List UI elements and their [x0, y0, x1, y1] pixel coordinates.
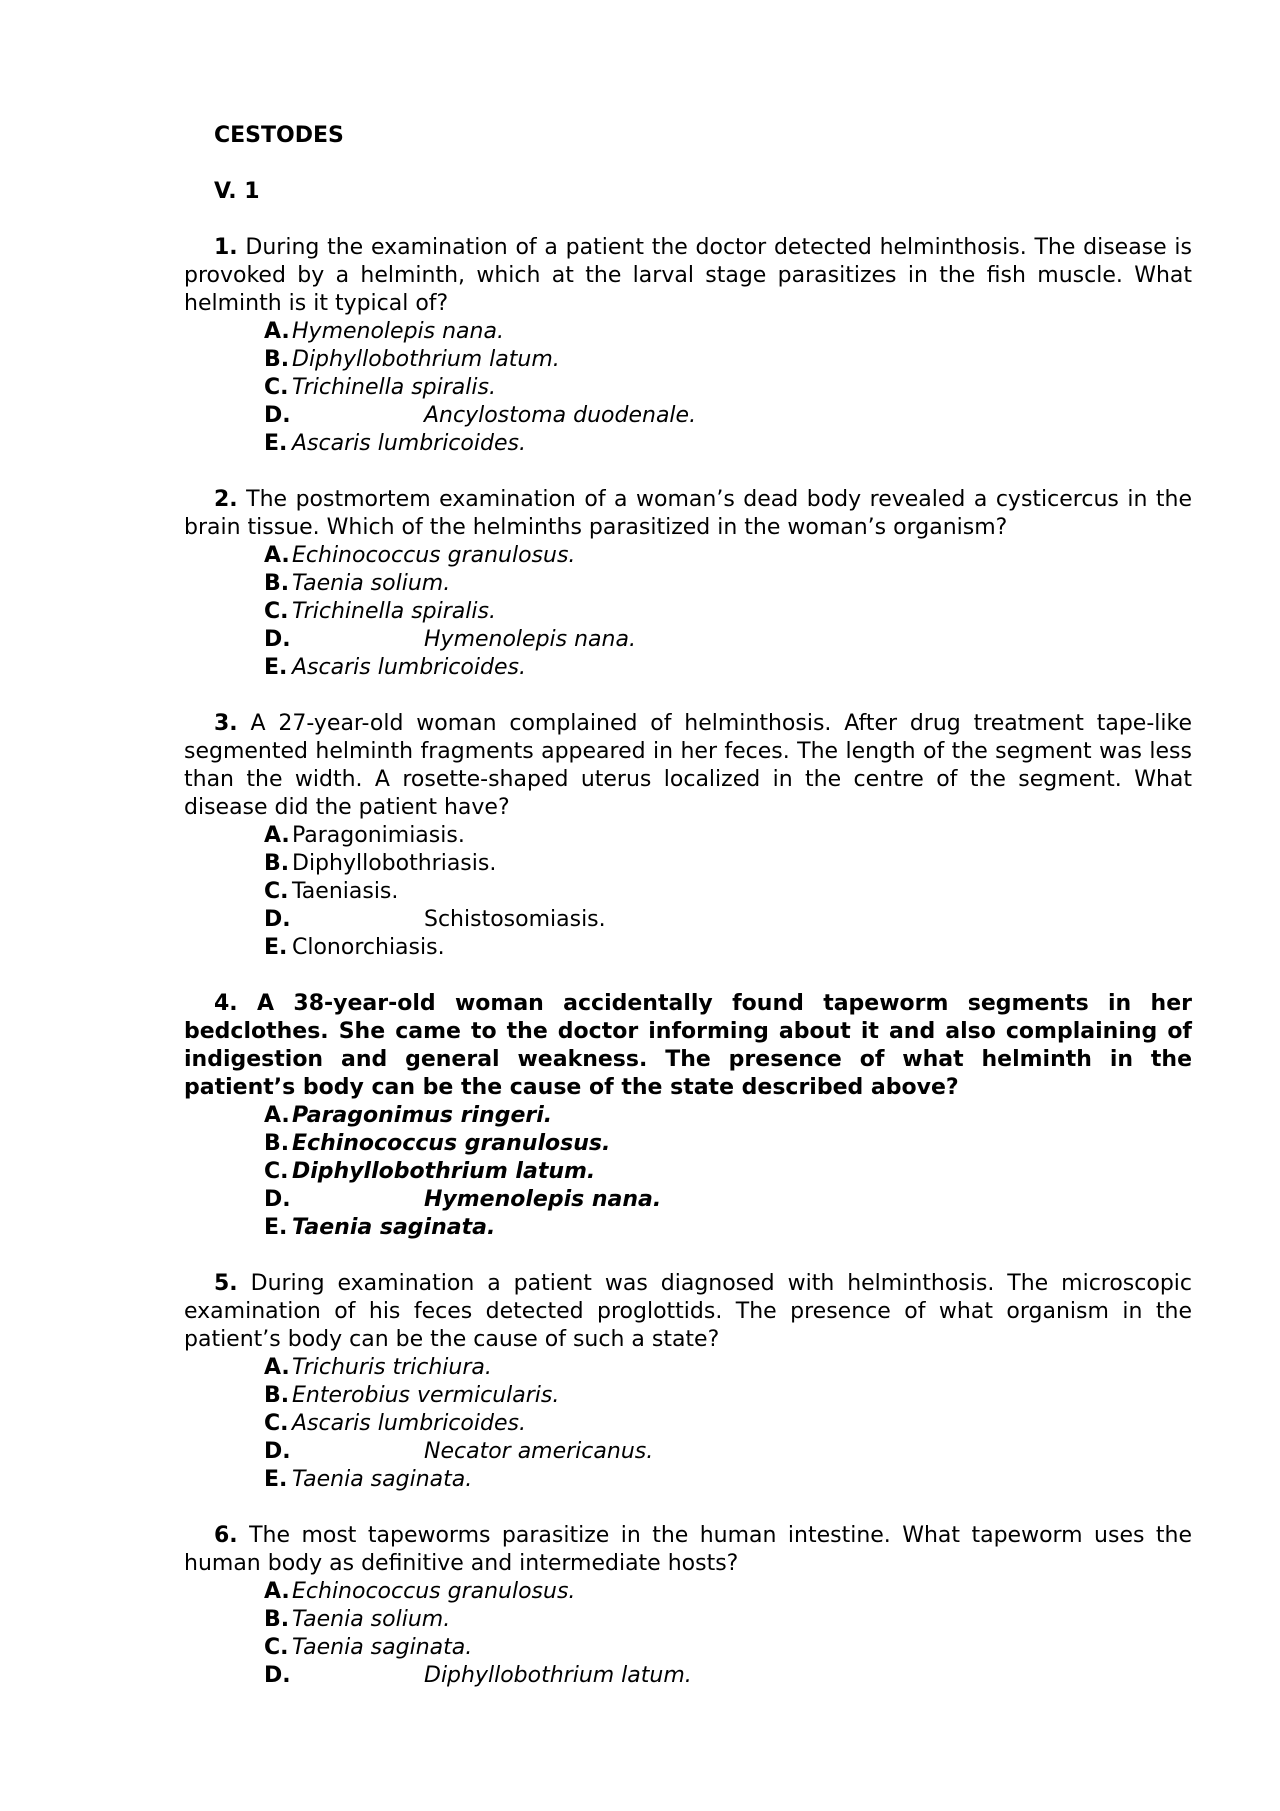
option-e[interactable]	[264, 430, 1192, 458]
question-stem	[184, 710, 1192, 822]
option-c[interactable]	[264, 1634, 1192, 1662]
option-text: Echinococcus granulosus.	[292, 543, 576, 568]
option-text: Echinococcus granulosus.	[292, 1131, 611, 1156]
option-text: Taenia saginata.	[292, 1635, 473, 1660]
answer-options	[184, 542, 1192, 682]
option-letter: E.	[264, 1467, 288, 1492]
option-a[interactable]	[264, 1354, 1192, 1382]
option-letter: C.	[264, 1635, 289, 1660]
question-1	[184, 234, 1192, 458]
option-letter: C.	[264, 879, 289, 904]
question-stem	[184, 990, 1192, 1102]
question-stem	[184, 486, 1192, 542]
option-b[interactable]	[264, 346, 1192, 374]
option-text: Enterobius vermicularis.	[292, 1383, 560, 1408]
option-letter: E.	[264, 655, 288, 680]
option-letter: D.	[264, 1663, 291, 1688]
option-letter: C.	[264, 375, 289, 400]
answer-options	[184, 822, 1192, 962]
question-number: 4.	[214, 991, 238, 1016]
option-text: Hymenolepis nana.	[292, 319, 504, 344]
option-letter: D.	[264, 1439, 291, 1464]
option-c[interactable]	[264, 374, 1192, 402]
question-number: 3.	[214, 711, 238, 736]
option-text: Hymenolepis nana.	[424, 1187, 662, 1212]
option-text: Trichinella spiralis.	[292, 599, 496, 624]
option-text: Diphyllobothrium latum.	[424, 1663, 692, 1688]
document-body	[184, 122, 1192, 1718]
option-a[interactable]	[264, 542, 1192, 570]
option-letter: C.	[264, 1159, 289, 1184]
option-letter: C.	[264, 599, 289, 624]
option-d[interactable]	[264, 626, 1192, 654]
question-stem	[184, 1522, 1192, 1578]
option-letter: B.	[264, 1131, 290, 1156]
option-text: Ancylostoma duodenale.	[424, 403, 697, 428]
question-text: The postmortem examination of a woman’s dead body revealed a cysticercus in the brain tissue. Which of the helminths parasitized in the woman’s organism?	[184, 487, 1192, 540]
question-number: 1.	[214, 235, 238, 260]
option-text: Taenia solium.	[292, 1607, 451, 1632]
option-c[interactable]	[264, 1158, 1192, 1186]
option-text: Diphyllobothrium latum.	[292, 347, 560, 372]
option-letter: B.	[264, 347, 290, 372]
option-text: Taenia solium.	[292, 571, 451, 596]
option-text: Schistosomiasis.	[424, 907, 606, 932]
option-e[interactable]	[264, 654, 1192, 682]
answer-options	[184, 1354, 1192, 1494]
option-text: Paragonimus ringeri.	[292, 1103, 553, 1128]
option-text: Taenia saginata.	[292, 1467, 473, 1492]
option-letter: E.	[264, 1215, 288, 1240]
option-letter: E.	[264, 935, 288, 960]
option-letter: C.	[264, 1411, 289, 1436]
option-d[interactable]	[264, 402, 1192, 430]
page-title: CESTODES	[214, 123, 344, 148]
question-number: 5.	[214, 1271, 238, 1296]
option-letter: B.	[264, 571, 290, 596]
question-3	[184, 710, 1192, 962]
option-letter: D.	[264, 907, 291, 932]
option-text: Trichuris trichiura.	[292, 1355, 492, 1380]
option-text: Taenia saginata.	[292, 1215, 496, 1240]
option-letter: A.	[264, 823, 290, 848]
option-a[interactable]	[264, 1102, 1192, 1130]
option-d[interactable]	[264, 906, 1192, 934]
option-text: Ascaris lumbricoides.	[292, 1411, 526, 1436]
question-text: During the examination of a patient the doctor detected helminthosis. The disease is provoked by a helminth, which at the larval stage parasitizes in the fish muscle. What helminth is it typical of?	[184, 235, 1192, 316]
option-letter: B.	[264, 851, 290, 876]
option-d[interactable]	[264, 1186, 1192, 1214]
option-letter: A.	[264, 543, 290, 568]
question-4	[184, 990, 1192, 1242]
option-a[interactable]	[264, 1578, 1192, 1606]
option-c[interactable]	[264, 598, 1192, 626]
option-letter: A.	[264, 1579, 290, 1604]
option-letter: B.	[264, 1607, 290, 1632]
option-text: Trichinella spiralis.	[292, 375, 496, 400]
question-2	[184, 486, 1192, 682]
question-6	[184, 1522, 1192, 1690]
option-text: Hymenolepis nana.	[424, 627, 636, 652]
option-e[interactable]	[264, 934, 1192, 962]
option-text: Taeniasis.	[292, 879, 399, 904]
question-number: 2.	[214, 487, 238, 512]
question-text: During examination a patient was diagnosed with helminthosis. The microscopic examination of his feces detected proglottids. The presence of what organism in the patient’s body can be the cause of such a state?	[184, 1271, 1192, 1352]
option-text: Clonorchiasis.	[292, 935, 445, 960]
option-a[interactable]	[264, 822, 1192, 850]
option-letter: A.	[264, 1355, 290, 1380]
answer-options	[184, 1102, 1192, 1242]
answer-options	[184, 1578, 1192, 1690]
question-stem	[184, 234, 1192, 318]
question-number: 6.	[214, 1523, 238, 1548]
question-stem	[184, 1270, 1192, 1354]
answer-options	[184, 318, 1192, 458]
question-text: A 38-year-old woman accidentally found tapeworm segments in her bedclothes. She came to the doctor informing about it and also complaining of indigestion and general weakness. The presence of what helminth in the patient’s body can be the cause of the state described above?	[184, 991, 1192, 1100]
option-e[interactable]	[264, 1466, 1192, 1494]
option-text: Necator americanus.	[424, 1439, 654, 1464]
option-b[interactable]	[264, 1382, 1192, 1410]
question-text: The most tapeworms parasitize in the human intestine. What tapeworm uses the human body as definitive and intermediate hosts?	[184, 1523, 1192, 1576]
option-a[interactable]	[264, 318, 1192, 346]
option-letter: D.	[264, 627, 291, 652]
option-b[interactable]	[264, 850, 1192, 878]
option-d[interactable]	[264, 1438, 1192, 1466]
question-text: A 27-year-old woman complained of helminthosis. After drug treatment tape-like segmented helminth fragments appeared in her feces. The length of the segment was less than the width. A rosette-shaped uterus localized in the centre of the segment. What disease did the patient have?	[184, 711, 1192, 820]
option-letter: B.	[264, 1383, 290, 1408]
option-text: Paragonimiasis.	[292, 823, 465, 848]
option-letter: D.	[264, 403, 291, 428]
option-c[interactable]	[264, 878, 1192, 906]
variant-label: V. 1	[214, 179, 260, 204]
option-letter: E.	[264, 431, 288, 456]
option-b[interactable]	[264, 1606, 1192, 1634]
option-letter: D.	[264, 1187, 291, 1212]
option-letter: A.	[264, 1103, 290, 1128]
option-e[interactable]	[264, 1214, 1192, 1242]
option-letter: A.	[264, 319, 290, 344]
option-text: Diphyllobothrium latum.	[292, 1159, 596, 1184]
question-5	[184, 1270, 1192, 1494]
option-text: Ascaris lumbricoides.	[292, 431, 526, 456]
option-text: Diphyllobothriasis.	[292, 851, 497, 876]
option-b[interactable]	[264, 570, 1192, 598]
option-b[interactable]	[264, 1130, 1192, 1158]
option-c[interactable]	[264, 1410, 1192, 1438]
option-text: Echinococcus granulosus.	[292, 1579, 576, 1604]
option-text: Ascaris lumbricoides.	[292, 655, 526, 680]
option-d[interactable]	[264, 1662, 1192, 1690]
